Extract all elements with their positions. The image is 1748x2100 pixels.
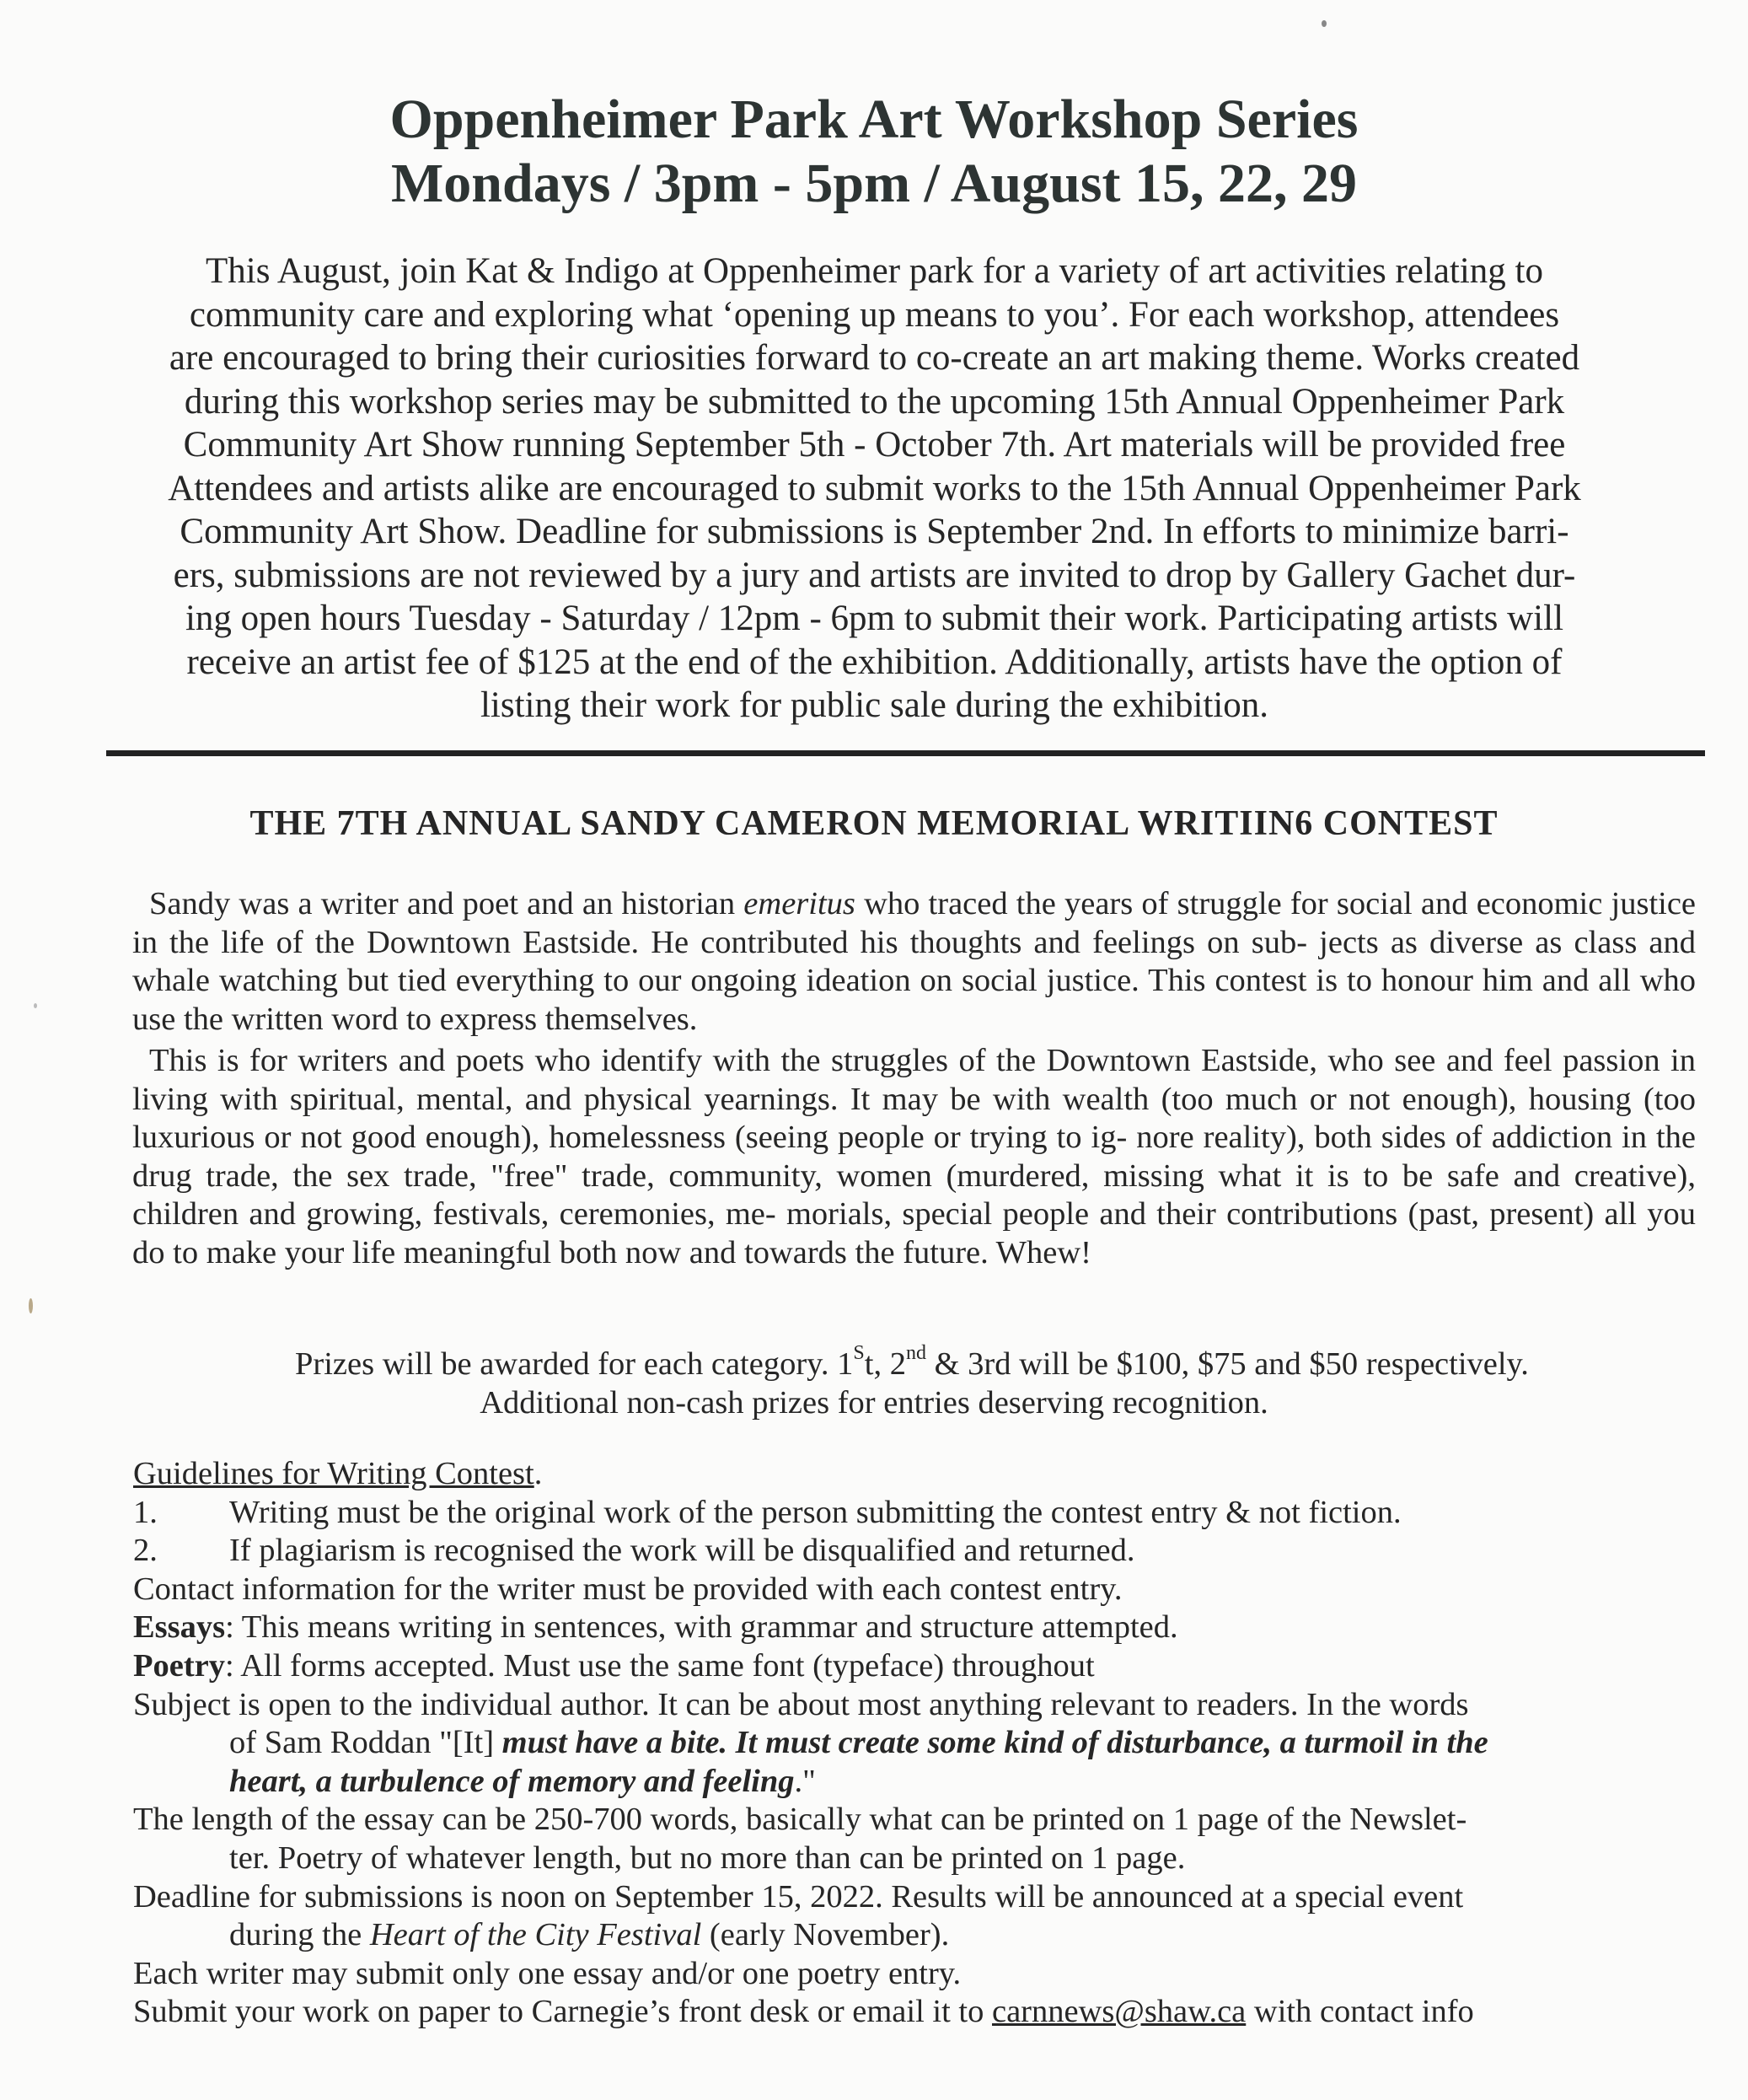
quote-end: ." <box>794 1763 816 1799</box>
p2-line: both now and towards the future. Whew! <box>559 1234 1091 1270</box>
roddan-quote: must have a bite. It must create some kind of disturbance, a turmoil in the <box>501 1725 1488 1761</box>
workshop-title: Oppenheimer Park Art Workshop Series <box>389 89 1359 150</box>
guideline-item-1 <box>133 1494 1702 1533</box>
prizes-text: t, 2 <box>864 1346 906 1382</box>
poetry-label: Poetry <box>133 1647 226 1684</box>
intro-line: ing open hours Tuesday - Saturday / 12pm - 6pm to submit their work. Participating artists will <box>185 599 1564 638</box>
essays-text: : This means writing in sentences, with grammar and structure attempted. <box>225 1609 1178 1646</box>
workshop-schedule: Mondays / 3pm - 5pm / August 15, 22, 29 <box>390 153 1357 214</box>
contact-rule: Contact information for the writer must be provided with each contest entry. <box>133 1571 1123 1607</box>
item-text: Writing must be the original work of the person submitting the contest entry & not fiction. <box>229 1494 1402 1530</box>
p2-line: nore reality), both sides of addiction in the drug trade, the sex trade, "free" trade, community, women <box>132 1120 1696 1194</box>
deadline-rule: Deadline for submissions is noon on September 15, 2022. Results will be announced at a special event <box>133 1878 1464 1915</box>
intro-line: Attendees and artists alike are encouraged to submit works to the 15th Annual Oppenheimer Park <box>168 468 1581 508</box>
heading-period: . <box>534 1456 543 1491</box>
submission-rule <box>133 1993 1702 2032</box>
scan-speck <box>29 1298 33 1313</box>
prizes-line <box>0 1342 1748 1383</box>
contest-intro-paragraph <box>132 885 1696 1039</box>
scan-speck <box>34 1003 37 1008</box>
email-link[interactable]: carnnews@shaw.ca <box>992 1994 1247 2030</box>
p2-line: (murdered, missing what it is to be safe and creative), children and growing, festivals, ceremonies, me- <box>132 1157 1697 1232</box>
intro-line: receive an artist fee of $125 at the end of the exhibition. Additionally, artists have the option of <box>186 642 1563 682</box>
intro-line: community care and exploring what ‘opening up means to you’. For each workshop, attendees <box>189 294 1560 335</box>
section-divider <box>106 750 1705 756</box>
contest-title: THE 7TH ANNUAL SANDY CAMERON MEMORIAL WRITIIN6 CONTEST <box>249 804 1499 843</box>
length-rule-cont: ter. Poetry of whatever length, but no more than can be printed on 1 page. <box>229 1840 1186 1876</box>
essays-rule <box>133 1609 1702 1647</box>
p2-line: This is for writers and poets who identify with the struggles of the Downtown Eastside, who see and <box>149 1043 1493 1078</box>
subject-quote-line <box>133 1763 1702 1802</box>
deadline-rule-cont <box>133 1916 1702 1955</box>
poetry-rule <box>133 1647 1702 1686</box>
guidelines-heading: Guidelines for Writing Contest <box>133 1456 534 1491</box>
p1-line: economic justice in the life of the Downtown Eastside. He contributed his thoughts and feelings on sub- <box>132 886 1697 960</box>
prizes-text: & 3rd will be $100, $75 and $50 respectively. <box>925 1346 1529 1382</box>
length-rule: The length of the essay can be 250-700 words, basically what can be printed on 1 page of the Newslet- <box>133 1802 1467 1838</box>
p1-line: This contest is to honour him and all who use the written word to express themselves. <box>132 963 1696 1037</box>
contest-eligibility-paragraph <box>132 1042 1696 1272</box>
p1-emeritus: emeritus <box>743 886 855 921</box>
guidelines-block <box>133 1455 1702 2032</box>
intro-line: Community Art Show running September 5th - October 7th. Art materials will be provided free <box>183 425 1566 465</box>
p2-line: feel passion in living with spiritual, mental, and physical yearnings. It may be with wealth (too much or <box>132 1043 1696 1117</box>
intro-line: ers, submissions are not reviewed by a jury and artists are invited to drop by Gallery Gachet dur- <box>173 555 1576 595</box>
workshop-description <box>105 250 1643 728</box>
p2-line: not enough), housing (too luxurious or not good enough), homelessness (seeing people or trying to ig- <box>132 1081 1696 1155</box>
prizes-block <box>0 1342 1748 1422</box>
p1-line: Sandy was a writer and poet and an historian <box>149 886 736 921</box>
p1-line: who traced the years of struggle for social and <box>864 886 1468 921</box>
prize-superscript: S <box>853 1342 865 1364</box>
entry-limit-rule: Each writer may submit only one essay and/or one poetry entry. <box>133 1955 962 1991</box>
p1-line: jects as diverse as class and whale watching but tied everything to our ongoing ideation on social justice. <box>132 924 1697 998</box>
poetry-text: : All forms accepted. Must use the same font (typeface) throughout <box>225 1647 1095 1684</box>
deadline-text: during the <box>229 1917 370 1953</box>
intro-line: during this workshop series may be submitted to the upcoming 15th Annual Oppenheimer Park <box>184 381 1565 422</box>
intro-line: are encouraged to bring their curiosities forward to co-create an art making theme. Works created <box>169 338 1580 378</box>
item-number: 2. <box>133 1533 158 1569</box>
intro-line: Community Art Show. Deadline for submissions is September 2nd. In efforts to minimize barri- <box>180 512 1569 551</box>
intro-line: This August, join Kat & Indigo at Oppenheimer park for a variety of art activities relating to <box>206 251 1543 291</box>
submission-text: with contact info <box>1246 1994 1474 2030</box>
scan-speck <box>1322 20 1327 27</box>
deadline-text: (early November). <box>701 1917 950 1953</box>
p2-line: morials, special people and their contributions (past, present) all you do to make your life meaningful <box>132 1196 1696 1270</box>
subject-rule: Subject is open to the individual author. It can be about most anything relevant to readers. In the words <box>133 1686 1469 1722</box>
roddan-quote: heart, a turbulence of memory and feeling <box>229 1763 795 1799</box>
prize-superscript: nd <box>905 1342 926 1364</box>
essays-label: Essays <box>133 1609 226 1646</box>
item-text: If plagiarism is recognised the work will be disqualified and returned. <box>229 1533 1135 1569</box>
festival-name: Heart of the City Festival <box>369 1917 702 1953</box>
prizes-text: Prizes will be awarded for each category. 1 <box>295 1346 854 1382</box>
submission-text: Submit your work on paper to Carnegie’s front desk or email it to <box>133 1994 992 2030</box>
subject-text: of Sam Roddan "[It] <box>229 1725 502 1761</box>
item-number: 1. <box>133 1494 158 1530</box>
subject-quote-line <box>133 1724 1702 1763</box>
prizes-additional: Additional non-cash prizes for entries deserving recognition. <box>480 1385 1268 1421</box>
guideline-item-2 <box>133 1532 1702 1571</box>
intro-line: listing their work for public sale during the exhibition. <box>480 685 1269 725</box>
guidelines-heading-row <box>133 1455 1702 1494</box>
